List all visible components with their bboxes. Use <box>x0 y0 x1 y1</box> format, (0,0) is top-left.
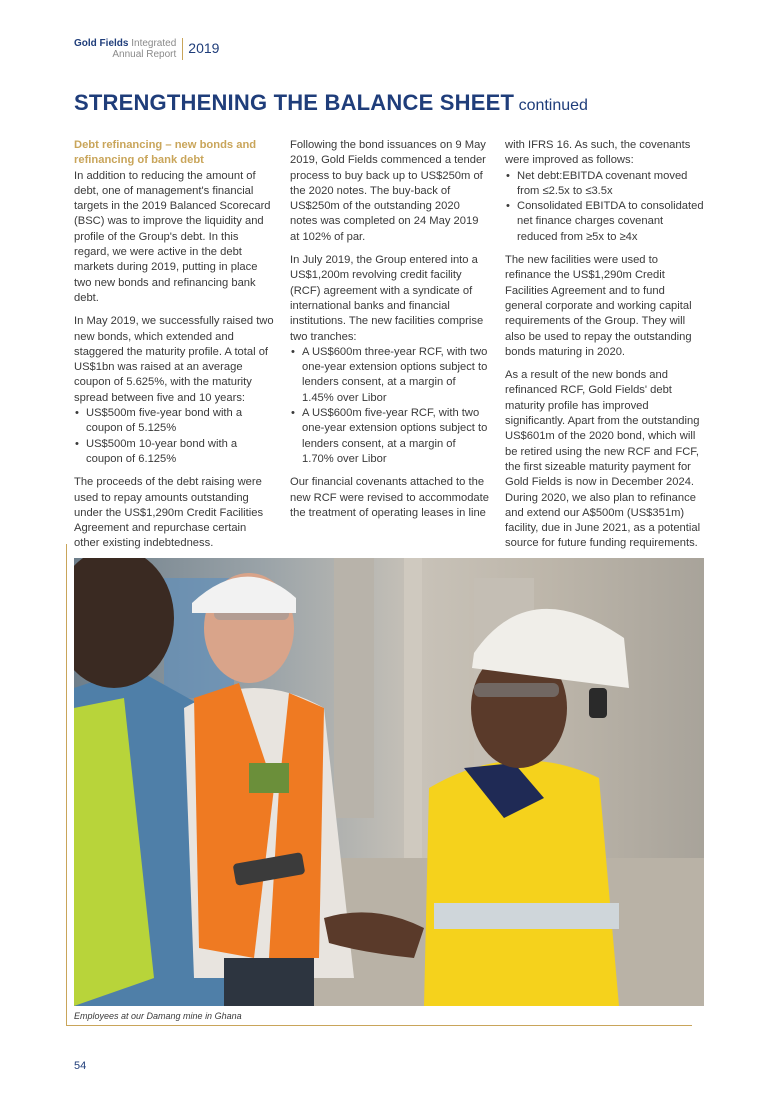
brand-subtitle: Integrated <box>131 38 177 49</box>
bullet-item: • A US$600m five-year RCF, with two one-year extension options subject to lenders consent, at a margin of 1.70% over Libor <box>290 406 490 467</box>
bullet-list <box>290 345 490 467</box>
paragraph: The proceeds of the debt raising were used to repay amounts outstanding under the US$1,290m Credit Facilities Agreement and repurchase certain other existing indebtedness. <box>74 476 264 550</box>
text-column-3 <box>505 138 705 560</box>
employees-photo <box>74 558 704 1006</box>
man-trousers <box>224 958 314 1006</box>
text-column-1 <box>74 138 274 560</box>
woman-safety-glasses <box>474 683 559 697</box>
page-number: 54 <box>74 1060 87 1072</box>
bullet-item: • US$500m five-year bond with a coupon of 5.125% <box>74 406 274 437</box>
paragraph: In addition to reducing the amount of debt, one of management's financial targets in the 2019 Balanced Scorecard (BSC) was to improve the liquidity and profile of the Group's debt. In this regard, we were active in the debt markets during 2019, putting in place two new bonds and refinancing bank debt. <box>74 169 271 304</box>
man-vest-badge <box>249 763 289 793</box>
paragraph: Our financial covenants attached to the new RCF were revised to accommodate the treatment of operating leases in line <box>290 476 489 519</box>
bg-column <box>404 558 422 858</box>
text-column-2 <box>290 138 490 529</box>
bullet-item: • US$500m 10-year bond with a coupon of 6.125% <box>74 437 274 468</box>
bullet-item: • A US$600m three-year RCF, with two one-year extension options subject to lenders consent, at a margin of 1.45% over Libor <box>290 345 490 406</box>
bullet-list <box>74 406 274 467</box>
photo-frame-line-horizontal <box>66 1025 692 1026</box>
page-title <box>74 90 588 116</box>
bullet-list <box>505 169 705 245</box>
brand-block <box>74 38 176 60</box>
bg-column <box>334 558 374 818</box>
page-title-suffix: continued <box>518 97 588 114</box>
bullet-item: • Net debt:EBITDA covenant moved from ≤2.5x to ≤3.5x <box>505 169 705 200</box>
page-title-main: STRENGTHENING THE BALANCE SHEET <box>74 90 515 115</box>
paragraph: with IFRS 16. As such, the covenants were improved as follows: <box>505 139 691 167</box>
photo-illustration <box>74 558 704 1006</box>
header-divider <box>182 38 183 60</box>
brand-subtitle-line2: Annual Report <box>112 49 177 60</box>
paragraph: Following the bond issuances on 9 May 2019, Gold Fields commenced a tender process to buy back up to US$250m of the 2020 notes. The buy-back of US$250m of the outstanding 2020 notes was completed on 24 May 2019 at 102% of par. <box>290 139 486 243</box>
paragraph: In May 2019, we successfully raised two new bonds, which extended and staggered the maturity profile. A total of US$1bn was raised at an average coupon of 5.625%, with the maturity spread between five and 10 years: <box>74 315 274 404</box>
paragraph: As a result of the new bonds and refinanced RCF, Gold Fields' debt maturity profile has improved significantly. Apart from the outstanding US$601m of the 2020 bond, which will be retired using the new RCF and FCF, the first sizeable maturity payment for Gold Fields is now in December 2024. During 2020, we also plan to refinance and extend our A$500m (US$351m) facility, due in June 2021, as a potential source for future funding requirements. <box>505 369 701 550</box>
paragraph: The new facilities were used to refinance the US$1,290m Credit Facilities Agreement and to fund general corporate and working capital requirements of the Group. They will also be used to repay the outstanding bonds maturing in 2020. <box>505 254 692 358</box>
paragraph: In July 2019, the Group entered into a US$1,200m revolving credit facility (RCF) agreement with a syndicate of international banks and financial institutions. The new facilities comprise two tranches: <box>290 254 484 343</box>
brand-name: Gold Fields <box>74 38 129 49</box>
left-person-head <box>74 558 174 688</box>
woman-reflective-stripe <box>434 903 619 929</box>
bullet-item: • Consolidated EBITDA to consolidated net finance charges covenant reduced from ≥5x to ≥4x <box>505 199 705 245</box>
woman-ear-protection <box>589 688 607 718</box>
section-subheading: Debt refinancing – new bonds and refinancing of bank debt <box>74 139 257 167</box>
photo-caption: Employees at our Damang mine in Ghana <box>74 1011 242 1021</box>
report-header <box>74 38 219 60</box>
report-year: 2019 <box>188 40 220 56</box>
photo-frame-line-vertical <box>66 544 67 1026</box>
